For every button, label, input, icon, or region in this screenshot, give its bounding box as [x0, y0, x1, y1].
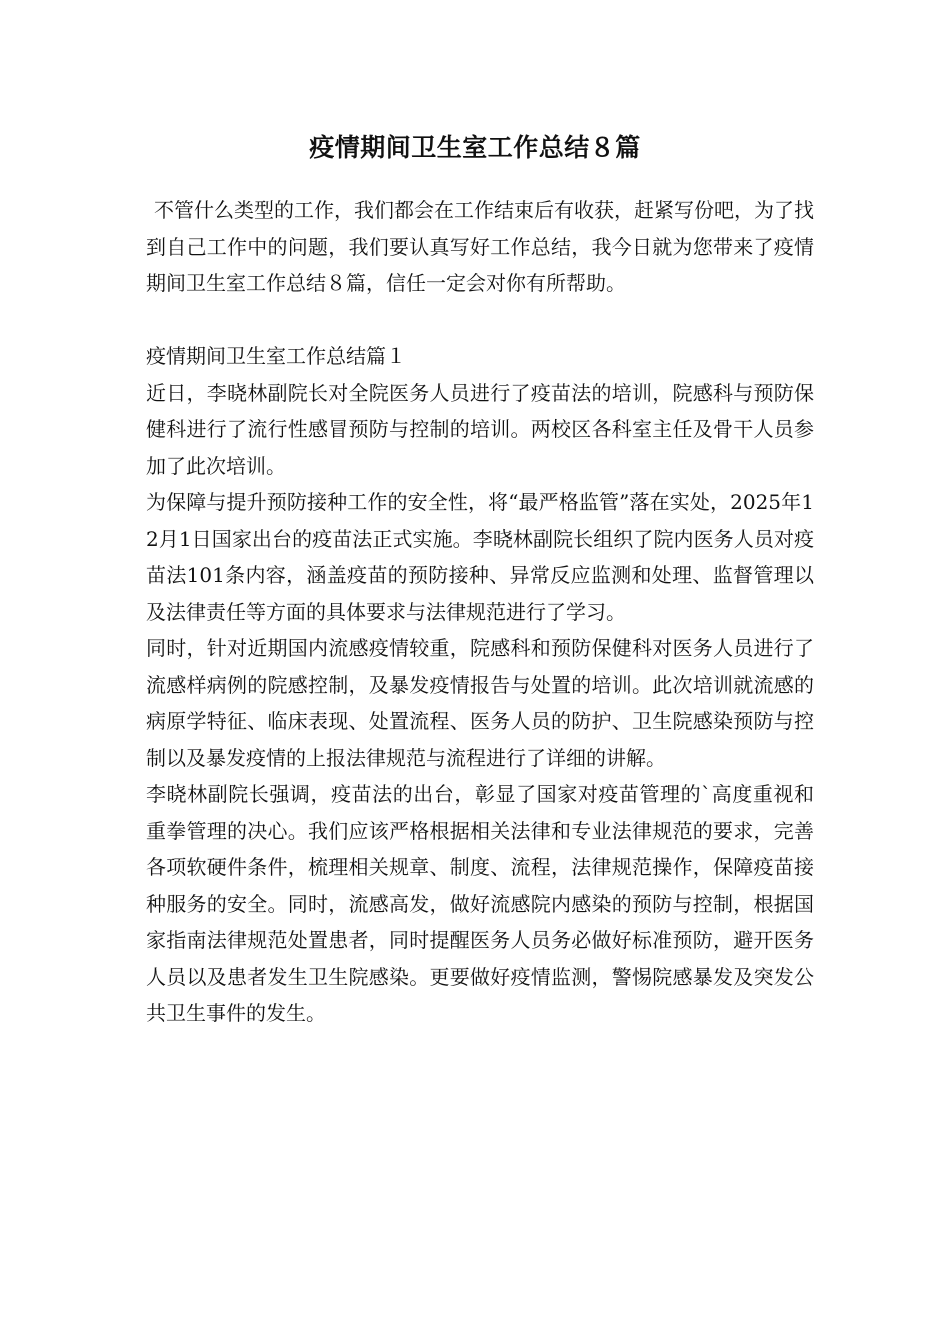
body-paragraph: 近日，李晓林副院长对全院医务人员进行了疫苗法的培训，院感科与预防保健科进行了流行性感冒预防与控制的培训。两校区各科室主任及骨干人员参加了此次培训。	[146, 380, 814, 478]
body-paragraph: 同时，针对近期国内流感疫情较重，院感科和预防保健科对医务人员进行了流感样病例的院感控制，及暴发疫情报告与处置的培训。此次培训就流感的病原学特征、临床表现、处置流程、医务人员的防护、卫生院感染预防与控制以及暴发疫情的上报法律规范与流程进行了详细的讲解。	[146, 636, 814, 770]
intro-paragraph: 不管什么类型的工作，我们都会在工作结束后有收获，赶紧写份吧，为了找到自己工作中的问题，我们要认真写好工作总结，我今日就为您带来了疫情期间卫生室工作总结８篇，信任一定会对你有所帮助。	[146, 198, 814, 295]
body-paragraph: 李晓林副院长强调，疫苗法的出台，彰显了国家对疫苗管理的`高度重视和重拳管理的决心。我们应该严格根据相关法律和专业法律规范的要求，完善各项软硬件条件，梳理相关规章、制度、流程，法律规范操作，保障疫苗接种服务的安全。同时，流感高发，做好流感院内感染的预防与控制，根据国家指南法律规范处置患者，同时提醒医务人员务必做好标准预防，避开医务人员以及患者发生卫生院感染。更要做好疫情监测，警惕院感暴发及突发公共卫生事件的发生。	[146, 782, 814, 1025]
paragraph-spacer	[146, 302, 814, 339]
document-title: 疫情期间卫生室工作总结８篇	[309, 133, 641, 162]
section-heading: 疫情期间卫生室工作总结篇１	[146, 344, 406, 368]
body-paragraph: 为保障与提升预防接种工作的安全性，将“最严格监管”落在实处，2025年12月1日国家出台的疫苗法正式实施。李晓林副院长组织了院内医务人员对疫苗法101条内容，涵盖疫苗的预防接种、异常反应监测和处理、监督管理以及法律责任等方面的具体要求与法律规范进行了学习。	[146, 490, 814, 624]
document-body	[146, 192, 814, 1032]
